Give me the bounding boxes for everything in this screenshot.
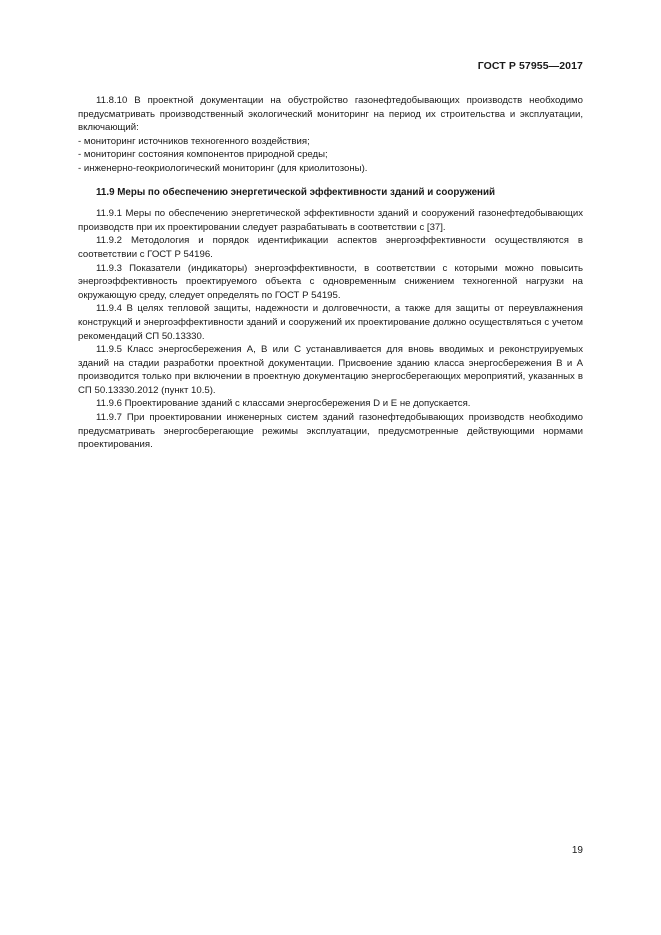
list-item: - мониторинг состояния компонентов природной среды; [78,149,328,161]
paragraph-11-8-10: 11.8.10 В проектной документации на обустройство газонефтедобывающих производств необходимо предусматривать производственный экологический мониторинг на период их строительства и эксплуатации, включающий: [78,95,583,134]
paragraph-11-9-6: 11.9.6 Проектирование зданий с классами энергосбережения D и E не допускается. [96,398,471,410]
list-item: - инженерно-геокриологический мониторинг (для криолитозоны). [78,162,368,174]
monitoring-list [78,135,583,176]
list-item: - мониторинг источников техногенного воздействия; [78,135,310,147]
section-heading-11-9: 11.9 Меры по обеспечению энергетической эффективности зданий и сооружений [96,186,496,198]
paragraph-11-9-3: 11.9.3 Показатели (индикаторы) энергоэффективности, в соответствии с которыми можно повысить энергоэффективность проектируемого объекта с одновременным снижением техногенной нагрузки на окружающую среду, следует определять по ГОСТ Р 54195. [78,262,583,301]
paragraph-11-9-2: 11.9.2 Методология и порядок идентификации аспектов энергоэффективности осуществляются в соответствии с ГОСТ Р 54196. [78,235,583,260]
paragraph-11-9-5: 11.9.5 Класс энергосбережения A, B или C устанавливается для вновь вводимых и реконструируемых зданий на стадии разработки проектной документации. Присвоение зданию класса энергосбережения B и A производится только при включении в проектную документацию энергосберегающих мероприятий, указанных в СП 50.13330.2012 (пункт 10.5). [78,344,583,396]
document-code: ГОСТ Р 57955—2017 [477,60,583,72]
paragraph-11-9-1: 11.9.1 Меры по обеспечению энергетической эффективности зданий и сооружений газонефтедобывающих производств при их проектировании следует разрабатывать в соответствии с [37]. [78,208,583,233]
paragraph-11-9-7: 11.9.7 При проектировании инженерных систем зданий газонефтедобывающих производств необходимо предусматривать энергосберегающие режимы эксплуатации, предусмотренные действующими нормами проектирования. [78,412,583,451]
page-content [78,94,583,452]
paragraph-11-9-4: 11.9.4 В целях тепловой защиты, надежности и долговечности, а также для защиты от переувлажнения конструкций и энергоэффективности зданий и сооружений их проектирование должно осуществляться с учетом рекомендаций СП 50.13330. [78,303,583,342]
page-number: 19 [571,845,583,856]
